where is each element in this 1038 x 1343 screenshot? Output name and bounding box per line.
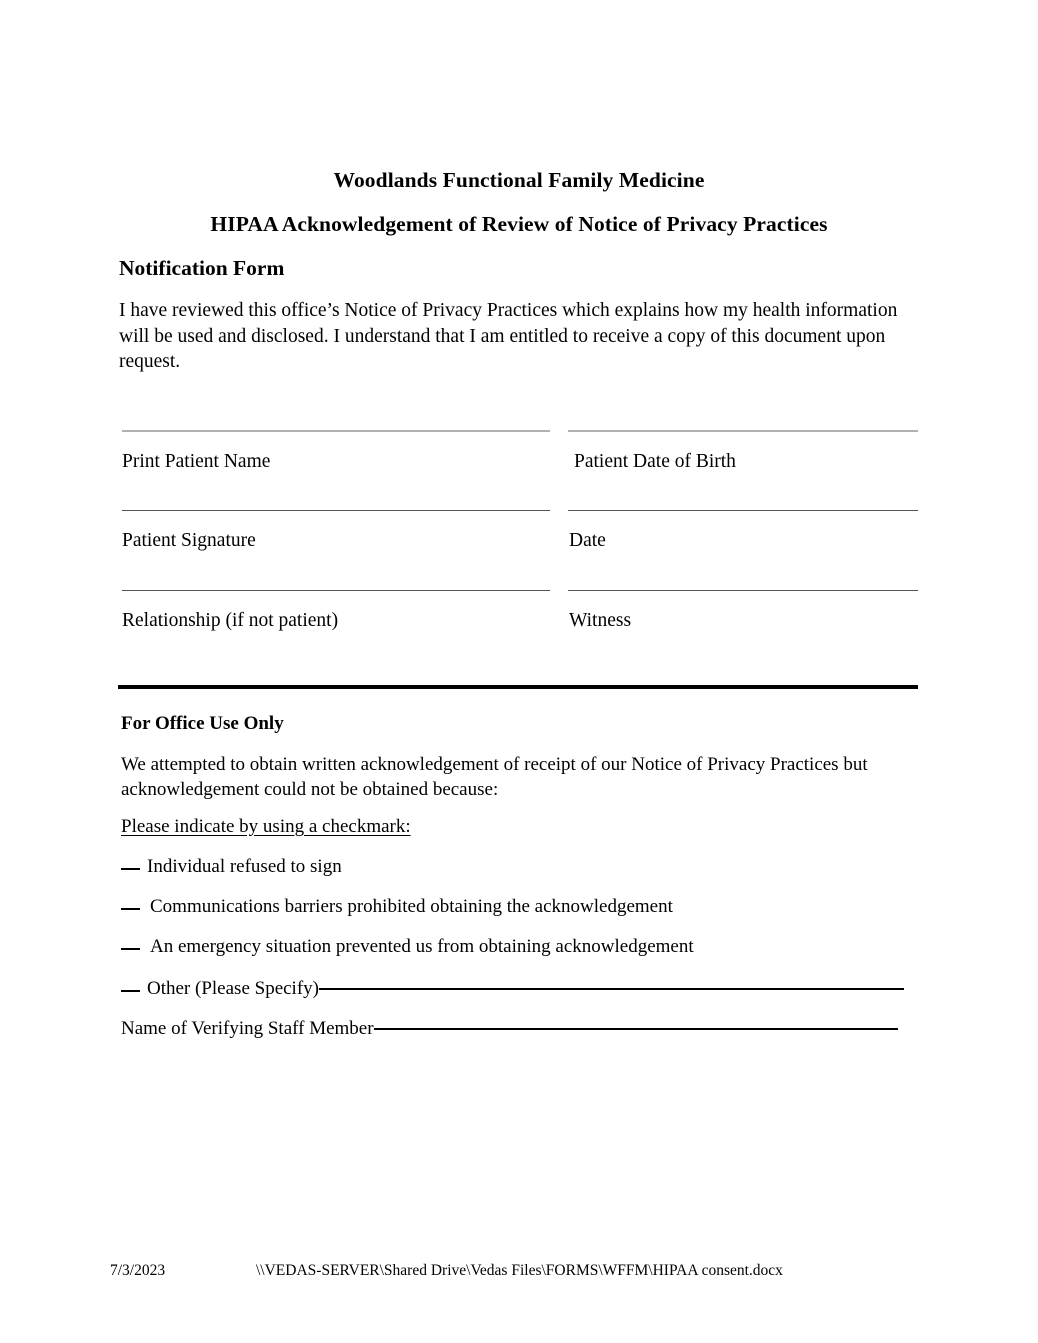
office-use-paragraph: We attempted to obtain written acknowledgement of receipt of our Notice of Privacy Practices but acknowledgement could not be obtained because: xyxy=(121,754,868,800)
checkbox-blank[interactable] xyxy=(121,868,140,870)
checklist-item-communication-barriers[interactable] xyxy=(121,896,921,936)
other-specify-input-rule[interactable] xyxy=(319,988,904,990)
field-witness xyxy=(568,590,918,633)
field-label: Relationship (if not patient) xyxy=(122,610,339,631)
checklist-item-emergency[interactable] xyxy=(121,936,921,976)
checklist-item-label: Other (Please Specify) xyxy=(147,978,319,999)
checklist-item-label: Communications barriers prohibited obtaining the acknowledgement xyxy=(150,896,673,917)
signature-row xyxy=(0,430,1038,510)
checkbox-blank[interactable] xyxy=(121,990,140,992)
verifying-staff-label: Name of Verifying Staff Member xyxy=(121,1018,374,1039)
signature-rule[interactable] xyxy=(122,430,550,432)
field-label: Witness xyxy=(569,610,632,631)
section-heading-notification-form: Notification Form xyxy=(119,256,285,280)
verifying-staff-row[interactable] xyxy=(121,1018,918,1040)
field-patient-signature xyxy=(122,510,550,553)
footer-date: 7/3/2023 xyxy=(110,1262,166,1279)
checkmark-instruction: Please indicate by using a checkmark: xyxy=(121,816,411,837)
signature-block xyxy=(0,430,1038,670)
checklist-item-other[interactable] xyxy=(121,978,918,1000)
signature-rule[interactable] xyxy=(568,430,918,432)
acknowledgement-paragraph: I have reviewed this office’s Notice of Privacy Practices which explains how my health information will be used and disclosed. I understand that I am entitled to receive a copy of this document upon request. xyxy=(119,300,898,372)
section-divider xyxy=(118,685,918,689)
checklist-item-label: Individual refused to sign xyxy=(147,856,342,877)
field-relationship xyxy=(122,590,550,633)
signature-rule[interactable] xyxy=(568,510,918,511)
page-title: Woodlands Functional Family Medicine xyxy=(333,168,705,192)
field-label: Print Patient Name xyxy=(122,451,271,472)
checklist-item-refused[interactable] xyxy=(121,856,921,896)
signature-rule[interactable] xyxy=(122,590,550,591)
checkbox-blank[interactable] xyxy=(121,948,140,950)
office-use-heading: For Office Use Only xyxy=(121,713,284,734)
field-label: Date xyxy=(569,530,606,551)
field-print-patient-name xyxy=(122,430,550,474)
signature-row xyxy=(0,590,1038,670)
verifying-staff-input-rule[interactable] xyxy=(374,1028,898,1030)
document-subtitle: HIPAA Acknowledgement of Review of Notice of Privacy Practices xyxy=(210,212,828,236)
signature-rule[interactable] xyxy=(122,510,550,511)
footer-file-path: \\VEDAS-SERVER\Shared Drive\Vedas Files\FORMS\WFFM\HIPAA consent.docx xyxy=(256,1262,783,1279)
reason-checklist xyxy=(121,856,921,976)
signature-rule[interactable] xyxy=(568,590,918,591)
field-patient-date-of-birth xyxy=(568,430,918,474)
signature-row xyxy=(0,510,1038,590)
field-label: Patient Date of Birth xyxy=(574,451,736,472)
checklist-item-label: An emergency situation prevented us from obtaining acknowledgement xyxy=(150,936,694,957)
checkbox-blank[interactable] xyxy=(121,908,140,910)
field-label: Patient Signature xyxy=(122,530,256,551)
field-date xyxy=(568,510,918,553)
